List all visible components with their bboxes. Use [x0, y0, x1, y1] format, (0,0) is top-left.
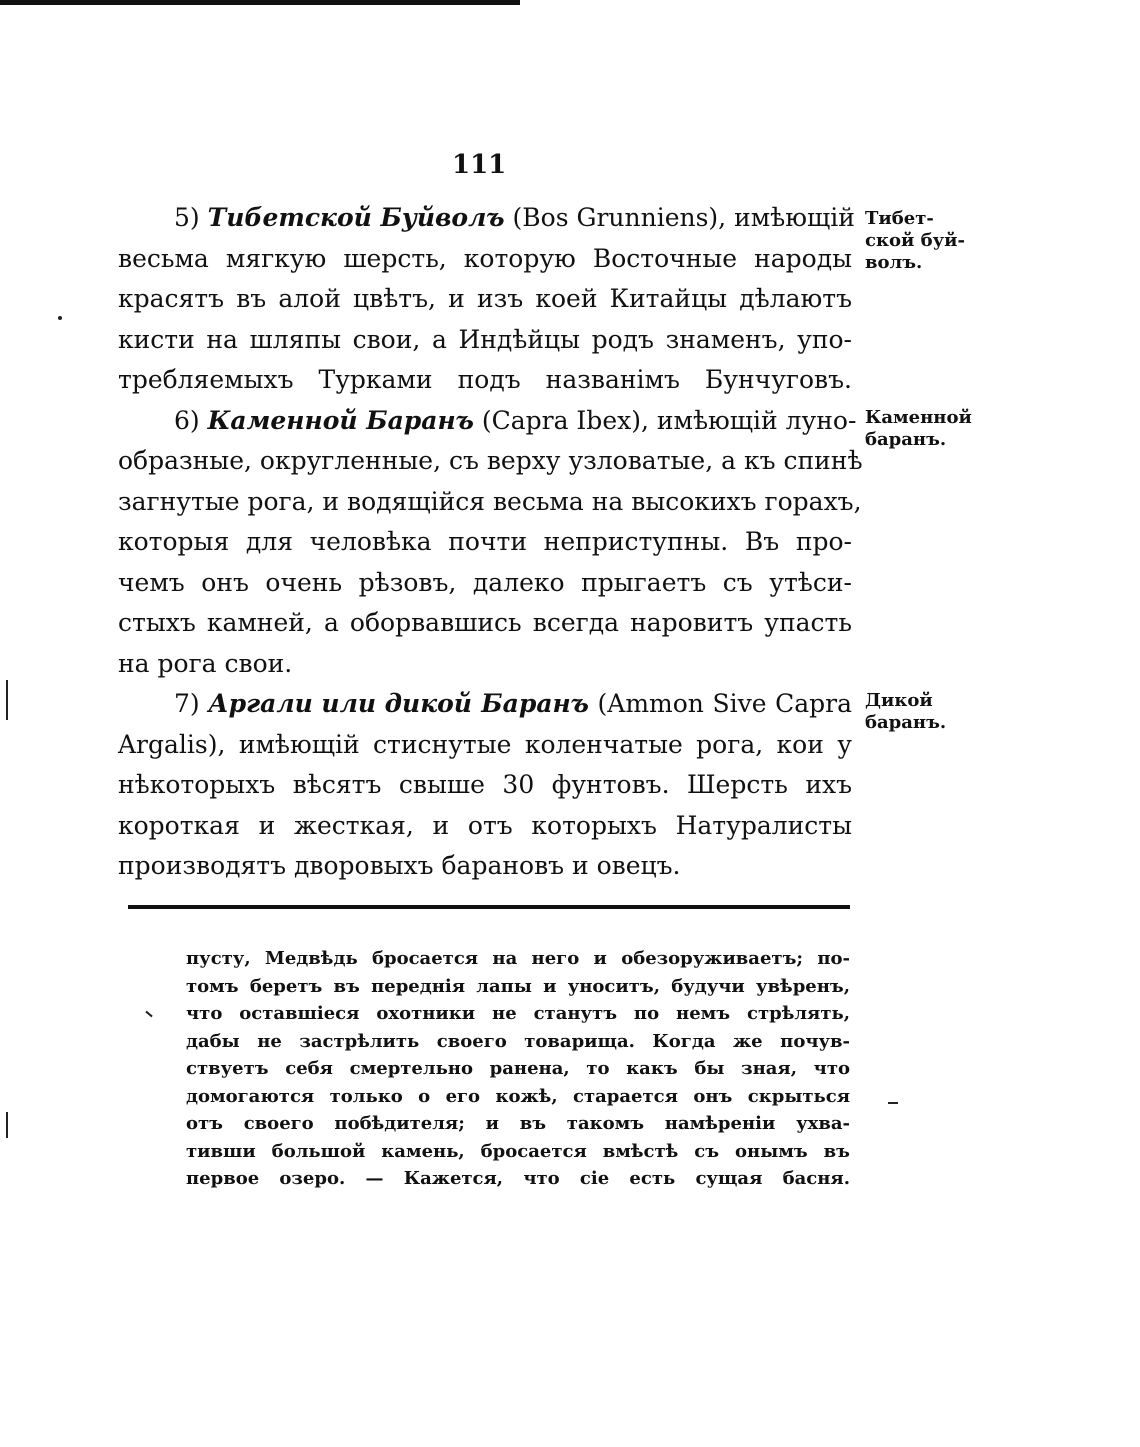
text-line: красятъ въ алой цвѣтъ, и изъ коей Китайцы дѣлаютъ	[118, 284, 852, 313]
paragraph-5	[118, 198, 855, 401]
paragraph-first-line	[118, 198, 855, 239]
item-number: 7)	[174, 689, 200, 718]
scan-mark	[6, 680, 8, 720]
species-name: Тибетской Буйволъ	[207, 203, 505, 232]
footnote-separator-rule	[128, 905, 850, 909]
footnote-line: дабы не застрѣлить своего товарища. Когда же почув-	[186, 1030, 850, 1052]
footnote-line: первое озеро. — Кажется, что сіе есть сущая басня.	[186, 1168, 850, 1189]
species-name-alt: дикой Баранъ	[384, 689, 589, 718]
text-line: нѣкоторыхъ вѣсятъ свыше 30 фунтовъ. Шерсть ихъ	[118, 770, 852, 799]
text-line: стыхъ камней, а оборвавшись всегда наровитъ упасть	[118, 608, 852, 637]
scan-dash	[888, 1102, 898, 1104]
text-line: кисти на шляпы свои, а Индѣйцы родъ знаменъ, упо-	[118, 324, 852, 354]
paragraph-first-line	[118, 684, 852, 725]
text-line: весьма мягкую шерсть, которую Восточные народы	[118, 243, 852, 273]
footnote-line: томъ беретъ въ переднія лапы и уноситъ, будучи увѣренъ,	[186, 975, 850, 997]
item-number: 5)	[174, 203, 200, 232]
text-line: Argalis), имѣющій стиснутые коленчатые рога, кои у	[118, 729, 852, 759]
margin-note-line: баранъ.	[865, 429, 947, 450]
item-number: 6)	[174, 405, 200, 435]
margin-note-ibex	[865, 407, 972, 451]
species-name: Каменной Баранъ	[207, 405, 474, 435]
paragraph-6	[118, 401, 863, 685]
paragraph-7	[118, 684, 852, 887]
margin-note-line: баранъ.	[865, 712, 947, 733]
footnote-line: отъ своего побѣдителя; и въ такомъ намѣреніи ухва-	[186, 1113, 850, 1134]
latin-name: (Bos Grunniens), имѣющій	[512, 203, 855, 232]
margin-note-line: Тибет-	[865, 208, 934, 229]
page-number: 111	[452, 150, 507, 180]
footnote	[186, 945, 850, 1193]
latin-name: (Ammon Sive Capra	[597, 689, 852, 718]
scan-mark	[6, 1112, 8, 1138]
margin-note-line: ской буй-	[865, 230, 965, 251]
margin-note-line: Дикой	[865, 690, 933, 711]
margin-note-tibetan-yak	[865, 208, 965, 274]
margin-note-line: волъ.	[865, 252, 923, 273]
text-line: загнутые рога, и водящійся весьма на высокихъ горахъ,	[118, 486, 862, 516]
text-line: производятъ дворовыхъ барановъ и овецъ.	[118, 851, 681, 880]
species-name: Аргали	[208, 689, 313, 718]
text-line: на рога свои.	[118, 648, 293, 678]
margin-note-line: Каменной	[865, 407, 972, 428]
latin-name: (Capra Ibex), имѣющій луно-	[481, 405, 857, 435]
margin-note-argali	[865, 690, 946, 734]
text-line: требляемыхъ Турками подъ названiмъ Бунчуговъ.	[118, 365, 852, 394]
text-line: короткая и жесткая, и отъ которыхъ Натуралисты	[118, 810, 852, 840]
footnote-line: домогаются только о его кожѣ, старается онъ скрыться	[186, 1085, 850, 1107]
text-line: которыя для человѣка почти неприступны. Въ про-	[118, 527, 852, 556]
connector-word: или	[321, 689, 377, 718]
text-line: чемъ онъ очень рѣзовъ, далеко прыгаетъ съ утѣси-	[118, 567, 852, 597]
scan-tick	[145, 1011, 152, 1018]
paragraph-first-line	[118, 401, 857, 442]
footnote-line: тивши большой камень, бросается вмѣстѣ съ онымъ въ	[186, 1140, 850, 1162]
footnote-line: что оставшіеся охотники не станутъ по немъ стрѣлять,	[186, 1003, 850, 1024]
footnote-line: пусту, Медвѣдь бросается на него и обезоруживаетъ; по-	[186, 948, 850, 969]
top-border-rule	[0, 0, 520, 5]
main-text	[118, 198, 863, 887]
text-line: образные, округленные, съ верху узловатые, а къ спинѣ	[118, 446, 863, 475]
footnote-line: ствуетъ себя смертельно ранена, то какъ бы зная, что	[186, 1058, 850, 1079]
scan-speck	[58, 316, 62, 320]
